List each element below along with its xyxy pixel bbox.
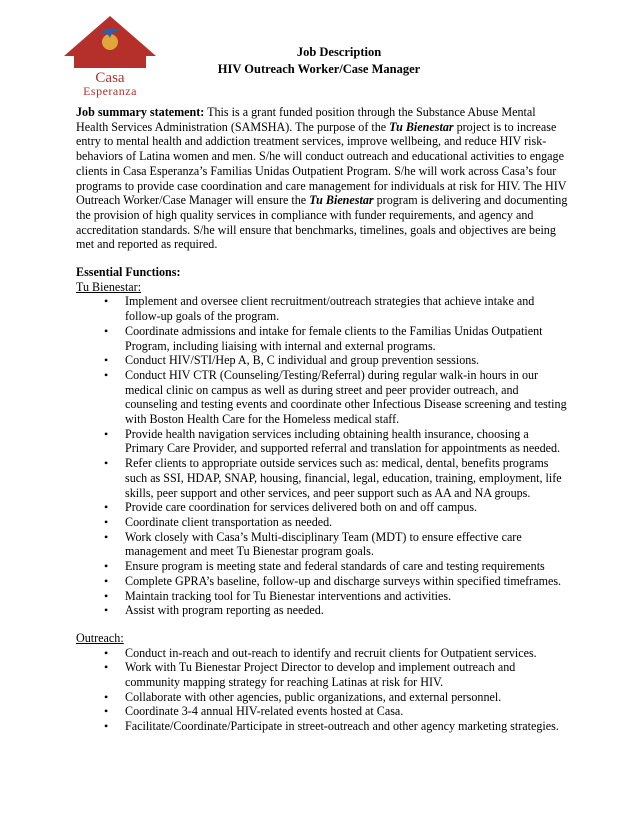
tu-bienestar-list	[76, 294, 570, 617]
list-item: • Work closely with Casa’s Multi-disciplinary Team (MDT) to ensure effective care management and meet Tu Bienestar program goals.	[125, 530, 570, 559]
list-item: • Coordinate client transportation as needed.	[125, 515, 570, 530]
list-item: • Assist with program reporting as needed.	[125, 603, 570, 618]
document-subtitle: HIV Outreach Worker/Case Manager	[217, 62, 421, 76]
logo-text-esperanza: Esperanza	[83, 84, 137, 98]
list-item: • Complete GPRA’s baseline, follow-up and discharge surveys within specified timeframes.	[125, 574, 570, 589]
job-summary-emphasis-1: Tu Bienestar	[389, 119, 454, 134]
tu-bienestar-subheading: Tu Bienestar:	[76, 279, 142, 294]
document-header	[0, 44, 638, 78]
document-body	[76, 105, 570, 734]
job-summary-text-3: program is delivering and documenting the provision of high quality services in compliance with funder requirements, and agency and accreditation standards. S/he will ensure that benchmarks, timelines, goals and objectives are being met and reported as required.	[76, 193, 568, 252]
list-item: • Conduct in-reach and out-reach to identify and recruit clients for Outpatient services.	[125, 646, 570, 661]
job-summary-paragraph	[76, 105, 570, 252]
list-item: • Maintain tracking tool for Tu Bienestar interventions and activities.	[125, 589, 570, 604]
outreach-subheading: Outreach:	[76, 630, 124, 645]
list-item: • Collaborate with other agencies, public organizations, and external personnel.	[125, 690, 570, 705]
list-item: • Conduct HIV CTR (Counseling/Testing/Referral) during regular walk-in hours in our medical clinic on campus as well as during street and peer provider outreach, and counseling and testing events and coordinate other Infectious Disease screening and testing with Boston Health Care for the Homeless medical staff.	[125, 368, 570, 427]
job-summary-text-1: This is a grant funded position through the Substance Abuse Mental Health Services Administration (SAMSHA). The purpose of the	[76, 105, 536, 134]
outreach-list	[76, 646, 570, 734]
list-item: • Implement and oversee client recruitment/outreach strategies that achieve intake and follow-up goals of the program.	[125, 294, 570, 323]
job-summary-label: Job summary statement:	[76, 105, 205, 119]
list-item: • Coordinate 3-4 annual HIV-related events hosted at Casa.	[125, 704, 570, 719]
list-item: • Work with Tu Bienestar Project Director to develop and implement outreach and community mapping strategy for reaching Latinas at risk for HIV.	[125, 660, 570, 689]
list-item: • Coordinate admissions and intake for female clients to the Familias Unidas Outpatient Program, including liaising with internal and external programs.	[125, 324, 570, 353]
document-title: Job Description	[296, 45, 382, 59]
list-item: • Ensure program is meeting state and federal standards of care and testing requirements	[125, 559, 570, 574]
job-summary-emphasis-2: Tu Bienestar	[309, 193, 374, 208]
list-item: • Conduct HIV/STI/Hep A, B, C individual and group prevention sessions.	[125, 353, 570, 368]
job-summary-text-2: project is to increase entry to mental health and addiction treatment services, improve wellbeing, and reduce HIV risk-behaviors of Latina women and men. S/he will conduct outreach and educational activities to engage clients in Casa Esperanza’s Familias Unidas Outpatient Program. S/he will work across Casa’s four programs to provide case coordination and care management for individuals at risk for HIV. The HIV Outreach Worker/Case Manager will ensure the	[76, 119, 567, 208]
list-item: • Facilitate/Coordinate/Participate in street-outreach and other agency marketing strategies.	[125, 719, 570, 734]
list-item: • Provide health navigation services including obtaining health insurance, choosing a Primary Care Provider, and supported referral and translation for appointments as needed.	[125, 427, 570, 456]
essential-functions-heading: Essential Functions:	[76, 265, 181, 280]
logo-text-casa: Casa	[95, 70, 125, 86]
list-item: • Refer clients to appropriate outside services such as: medical, dental, benefits programs such as SSI, HDAP, SNAP, housing, financial, legal, education, training, employment, life skills, peer support and other services, and peer support such as AA and NA groups.	[125, 456, 570, 500]
list-item: • Provide care coordination for services delivered both on and off campus.	[125, 500, 570, 515]
